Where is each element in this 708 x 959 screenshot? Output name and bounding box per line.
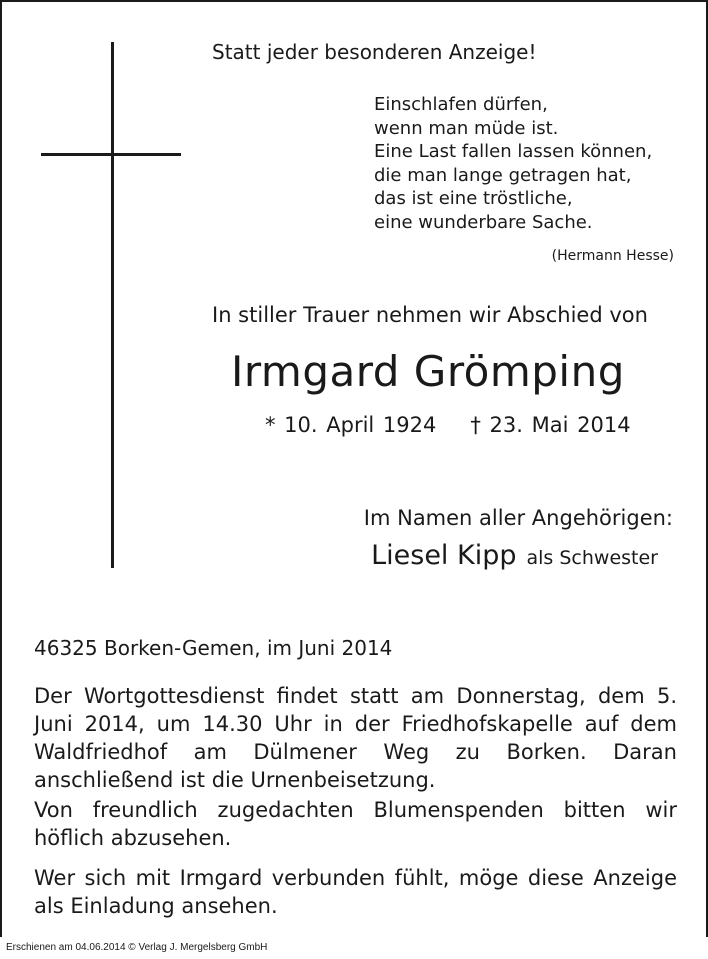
- invitation-paragraph: Wer sich mit Irmgard verbunden fühlt, möge diese Anzeige als Einladung ansehen.: [34, 866, 677, 918]
- poem-line: die man lange getragen hat,: [374, 164, 632, 186]
- service-paragraph: Der Wortgottesdienst findet statt am Donnerstag, dem 5. Juni 2014, um 14.30 Uhr in der Friedhofskapelle auf dem Waldfriedhof am Dülmener Weg zu Borken. Daran anschließend ist die Urnenbeisetzung.: [34, 684, 677, 792]
- publication-footer: Erschienen am 04.06.2014 © Verlag J. Mergelsberg GmbH: [0, 937, 708, 959]
- mourning-intro: In stiller Trauer nehmen wir Abschied von: [212, 303, 648, 327]
- flowers-paragraph: Von freundlich zugedachten Blumenspenden bitten wir höflich abzusehen.: [34, 798, 677, 850]
- deceased-name: Irmgard Grömping: [231, 347, 625, 396]
- signer: [371, 540, 658, 571]
- signer-name: Liesel Kipp: [371, 540, 517, 571]
- notice-heading: Statt jeder besonderen Anzeige!: [212, 40, 537, 64]
- signer-relation: als Schwester: [526, 547, 658, 569]
- poem-author: (Hermann Hesse): [551, 248, 674, 264]
- death-date: † 23. Mai 2014: [470, 413, 631, 437]
- family-line: Im Namen aller Angehörigen:: [363, 506, 673, 530]
- cross-icon-bar: [41, 153, 181, 156]
- poem-line: eine wunderbare Sache.: [374, 211, 593, 233]
- poem-line: Eine Last fallen lassen können,: [374, 141, 653, 162]
- poem-line: das ist eine tröstliche,: [374, 188, 573, 209]
- poem-line: Einschlafen dürfen,: [374, 94, 548, 115]
- life-dates: [265, 413, 631, 437]
- cross-icon: [111, 42, 114, 568]
- poem-line: wenn man müde ist.: [374, 117, 559, 139]
- poem: [374, 93, 652, 234]
- place-date: 46325 Borken-Gemen, im Juni 2014: [34, 636, 393, 660]
- birth-date: * 10. April 1924: [265, 413, 437, 437]
